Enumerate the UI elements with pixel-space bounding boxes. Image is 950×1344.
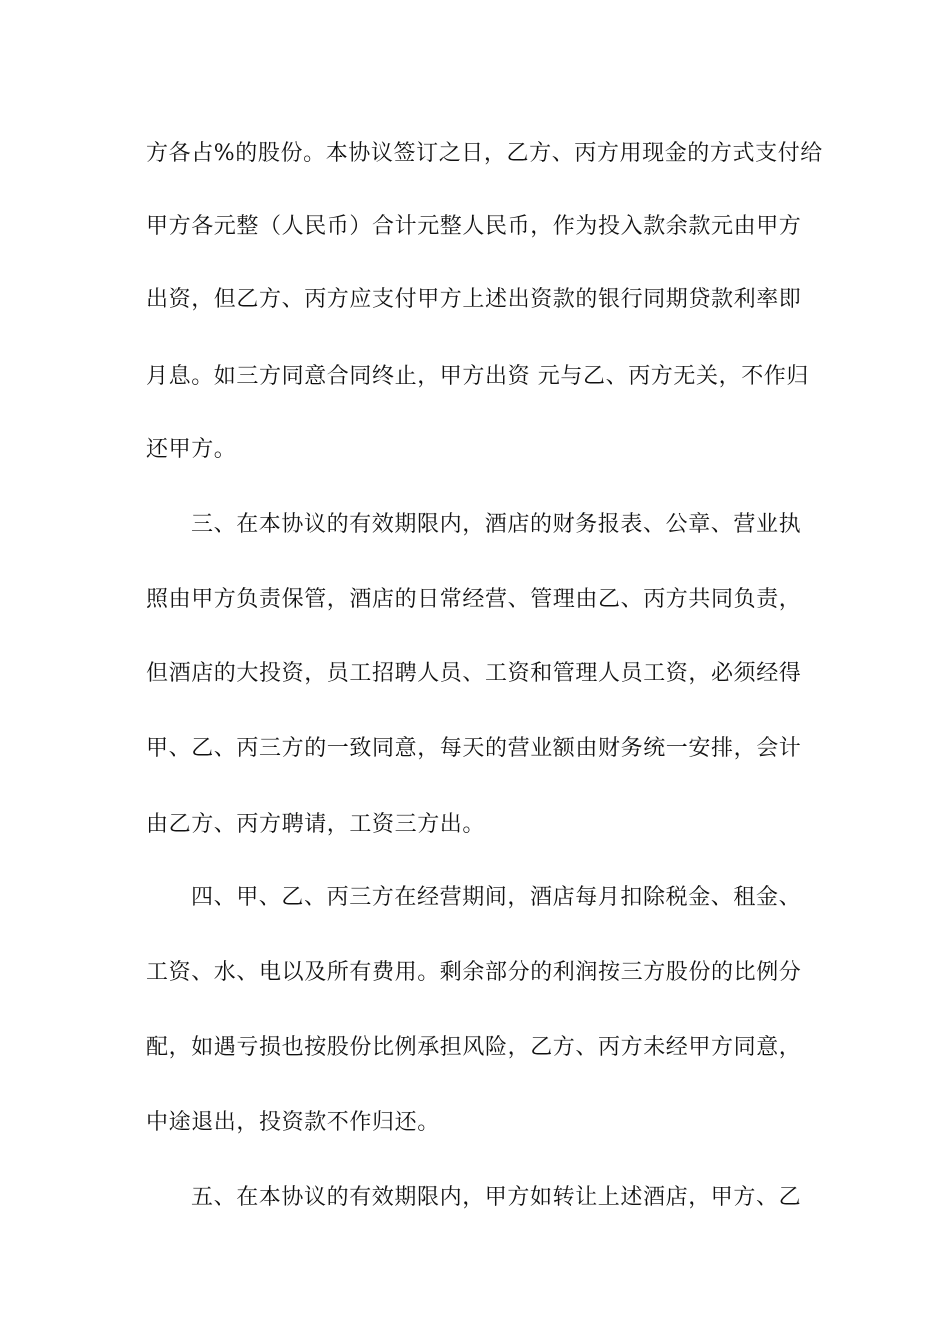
text-line: 由乙方、丙方聘请，工资三方出。 <box>146 812 486 837</box>
text-line: 方各占%的股份。本协议签订之日，乙方、丙方用现金的方式支付给 <box>146 141 823 166</box>
paragraph-start-line: 五、在本协议的有效期限内，甲方如转让上述酒店，甲方、乙 <box>191 1185 802 1210</box>
text-line: 工资、水、电以及所有费用。剩余部分的利润按三方股份的比例分 <box>146 960 802 985</box>
text-line: 但酒店的大投资，员工招聘人员、工资和管理人员工资，必须经得 <box>146 661 802 686</box>
paragraph-start-line: 四、甲、乙、丙三方在经营期间，酒店每月扣除税金、租金、 <box>191 885 802 910</box>
text-line: 月息。如三方同意合同终止，甲方出资 元与乙、丙方无关，不作归 <box>146 364 809 389</box>
text-line: 还甲方。 <box>146 437 237 462</box>
text-line: 照由甲方负责保管，酒店的日常经营、管理由乙、丙方共同负责， <box>146 587 802 612</box>
text-line: 出资，但乙方、丙方应支付甲方上述出资款的银行同期贷款利率即 <box>146 287 802 312</box>
text-line: 配，如遇亏损也按股份比例承担风险，乙方、丙方未经甲方同意， <box>146 1035 802 1060</box>
paragraph-start-line: 三、在本协议的有效期限内，酒店的财务报表、公章、营业执 <box>191 512 802 537</box>
text-line: 中途退出，投资款不作归还。 <box>146 1110 440 1135</box>
text-line: 甲、乙、丙三方的一致同意，每天的营业额由财务统一安排，会计 <box>146 736 802 761</box>
text-line: 甲方各元整（人民币）合计元整人民币，作为投入款余款元由甲方 <box>146 214 802 239</box>
